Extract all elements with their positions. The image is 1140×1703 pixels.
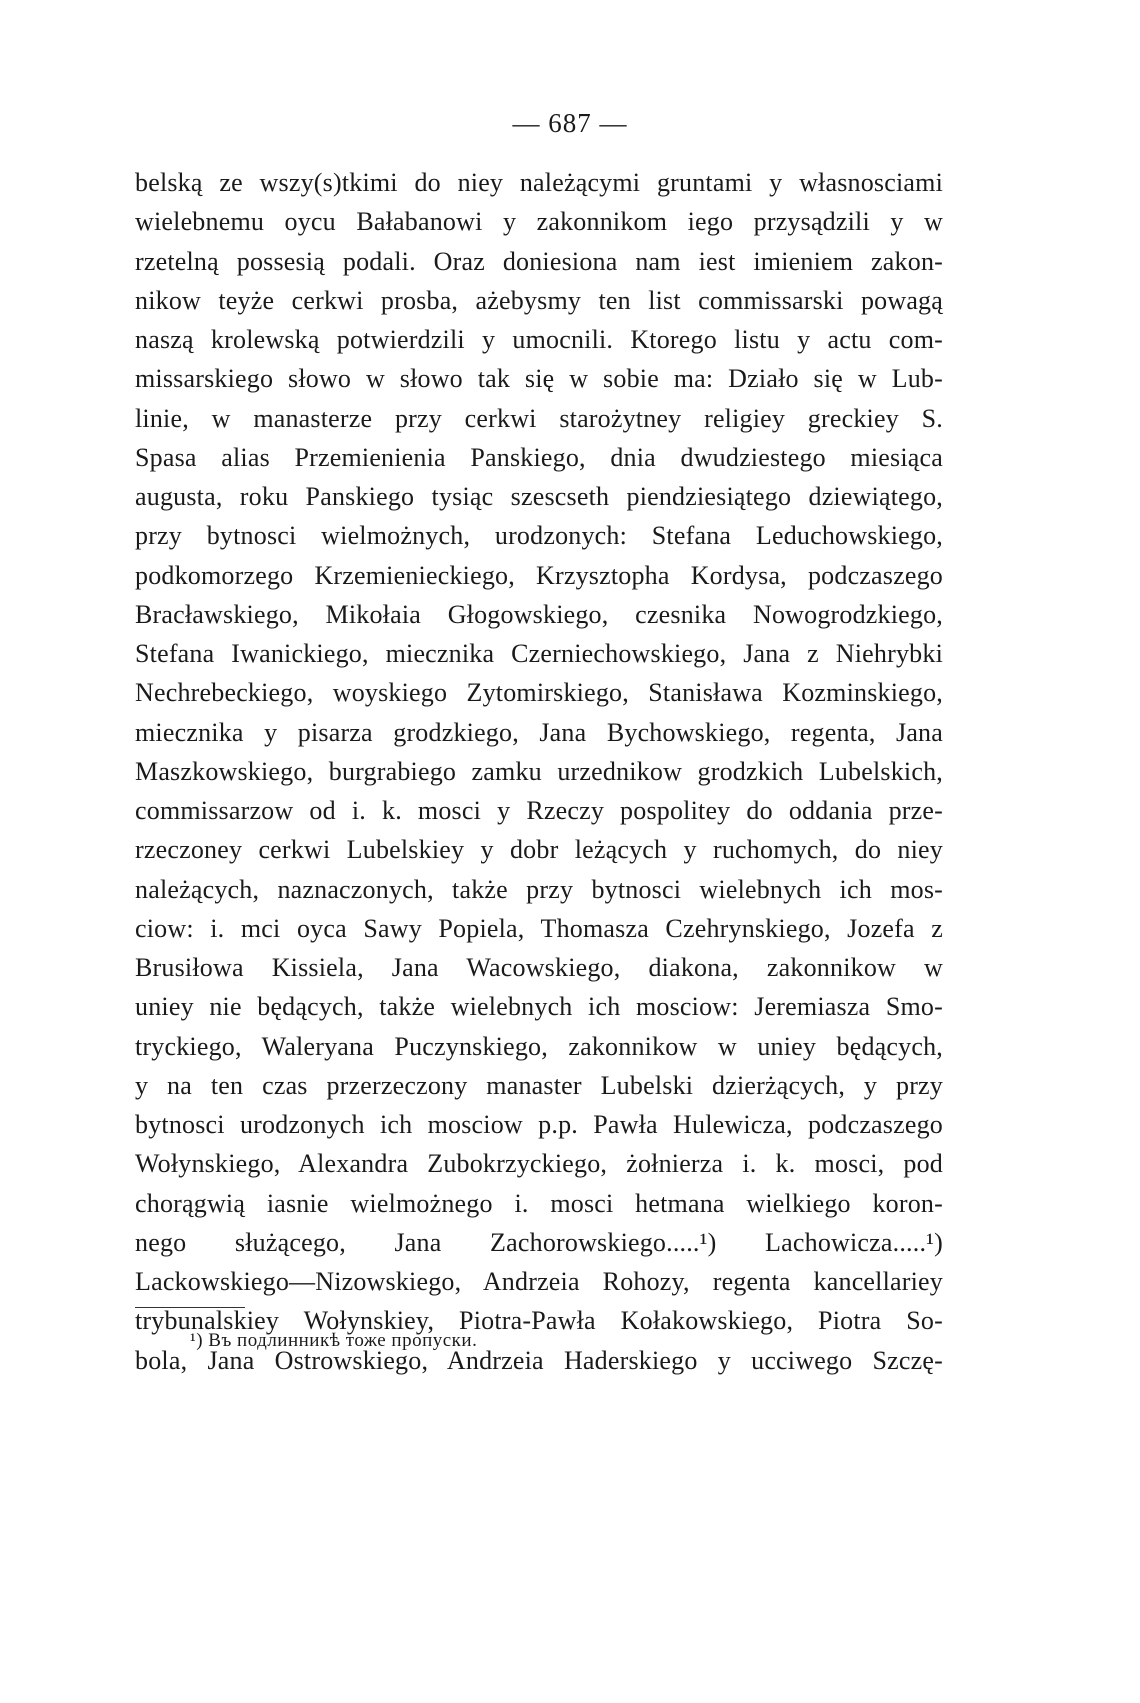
text-line: Wołynskiego, Alexandra Zubokrzyckiego, żołnierza i. k. mosci, pod: [135, 1149, 943, 1179]
text-line: y na ten czas przerzeczony manaster Lubelski dzierżących, y przy: [135, 1070, 943, 1100]
footnote: [190, 1330, 477, 1352]
text-line: rzeczoney cerkwi Lubelskiey y dobr leżących y ruchomych, do niey: [135, 835, 943, 865]
text-line: wielebnemu oycu Bałabanowi y zakonnikom iego przysądzili y w: [135, 207, 943, 237]
text-line: augusta, roku Panskiego tysiąc szescseth piendziesiątego dziewiątego,: [135, 482, 943, 511]
text-line: bola, Jana Ostrowskiego, Andrzeia Haderskiego y ucciwego Szczę-: [135, 1345, 943, 1375]
text-line: Nechrebeckiego, woyskiego Zytomirskiego, Stanisława Kozminskiego,: [135, 678, 943, 708]
text-line: nego służącego, Jana Zachorowskiego.....¹) Lachowicza.....¹): [135, 1227, 943, 1257]
text-line: nikow teyże cerkwi prosba, ażebysmy ten list commissarski powagą: [135, 285, 943, 315]
text-line: Bracławskiego, Mikołaia Głogowskiego, czesnika Nowogrodzkiego,: [135, 599, 943, 629]
text-line: missarskiego słowo w słowo tak się w sobie ma: Działo się w Lub-: [135, 364, 943, 394]
footnote-marker: ¹): [190, 1330, 204, 1351]
body-text: [135, 163, 943, 1380]
text-line: podkomorzego Krzemienieckiego, Krzysztopha Kordysa, podczaszego: [135, 560, 943, 590]
text-line: ciow: i. mci oyca Sawy Popiela, Thomasza Czehrynskiego, Jozefa z: [135, 913, 943, 943]
text-line: linie, w manasterze przy cerkwi starożytney religiey greckiey S.: [135, 403, 943, 433]
page-number: — 687 —: [512, 108, 628, 138]
text-line: belską ze wszy(s)tkimi do niey należącymi gruntami y własnosciami: [135, 168, 943, 197]
text-line: miecznika y pisarza grodzkiego, Jana Bychowskiego, regenta, Jana: [135, 717, 943, 747]
text-line: chorągwią iasnie wielmożnego i. mosci hetmana wielkiego koron-: [135, 1188, 943, 1218]
text-line: przy bytnosci wielmożnych, urodzonych: Stefana Leduchowskiego,: [135, 521, 943, 551]
text-line: Maszkowskiego, burgrabiego zamku urzednikow grodzkich Lubelskich,: [135, 756, 943, 786]
text-line: rzetelną possesią podali. Oraz doniesiona nam iest imieniem zakon-: [135, 246, 943, 276]
text-line: Brusiłowa Kissiela, Jana Wacowskiego, diakona, zakonnikow w: [135, 953, 943, 982]
text-line: commissarzow od i. k. mosci y Rzeczy pospolitey do oddania prze-: [135, 796, 943, 825]
text-line: Lackowskiego—Nizowskiego, Andrzeia Rohozy, regenta kancellariey: [135, 1267, 943, 1296]
footnote-separator: [135, 1307, 245, 1308]
text-line: Spasa alias Przemienienia Panskiego, dnia dwudziestego miesiąca: [135, 442, 943, 472]
text-line: trybunalskiey Wołynskiey, Piotra-Pawła Kołakowskiego, Piotra So-: [135, 1306, 943, 1336]
text-line: tryckiego, Waleryana Puczynskiego, zakonnikow w uniey będących,: [135, 1031, 943, 1061]
text-line: Stefana Iwanickiego, miecznika Czerniechowskiego, Jana z Niehrybki: [135, 639, 943, 668]
text-line: uniey nie będących, także wielebnych ich mosciow: Jeremiasza Smo-: [135, 992, 943, 1022]
footnote-text: Въ подлинникѣ тоже пропуски.: [208, 1330, 478, 1351]
text-line: należących, naznaczonych, także przy bytnosci wielebnych ich mos-: [135, 874, 943, 904]
text-line: naszą krolewską potwierdzili y umocnili. Ktorego listu y actu com-: [135, 325, 943, 354]
text-line: bytnosci urodzonych ich mosciow p.p. Pawła Hulewicza, podczaszego: [135, 1110, 943, 1139]
